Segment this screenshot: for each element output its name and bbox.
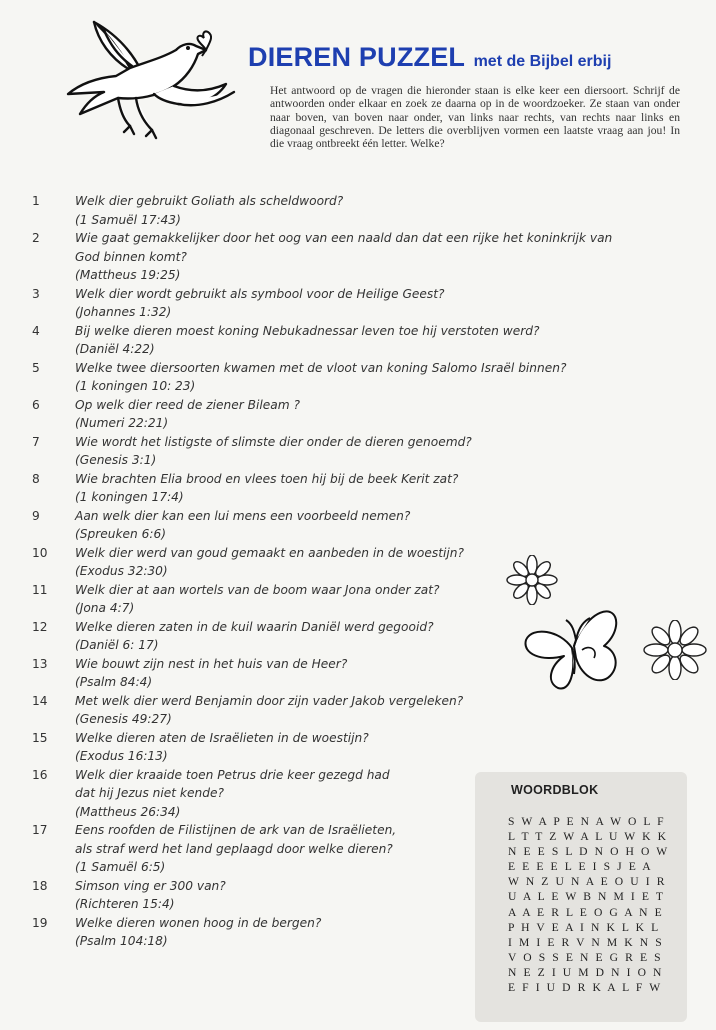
question-text: Welk dier gebruikt Goliath als scheldwoord? <box>75 194 344 208</box>
question-number: 11 <box>32 582 48 597</box>
question-text: Wie bouwt zijn nest in het huis van de Heer? <box>75 656 348 671</box>
question-reference: (Genesis 3:1) <box>75 453 157 467</box>
question-item <box>0 433 716 470</box>
page-title <box>248 42 611 73</box>
question-item <box>0 507 716 544</box>
woordblok-row: S W A P E N A W O L F <box>508 815 666 828</box>
woordblok-row: A A E R L E O G A N E <box>508 905 664 919</box>
intro-paragraph: Het antwoord op de vragen die hieronder staan is elke keer een diersoort. Schrijf de antwoorden onder elkaar en zoek ze daarna op in de woordzoeker. Ze staan van onder naar boven, van boven naar onder, van links naar rechts, van rechts naar links en diagonaal geschreven. De letters die overblijven vormen een laatste vraag aan jou! In die vraag ontbreekt één letter. Welke? <box>270 84 680 151</box>
question-number: 3 <box>32 286 40 301</box>
question-item <box>0 544 716 581</box>
question-number: 5 <box>32 360 40 375</box>
question-text: Welke dieren zaten in de kuil waarin Daniël werd gegooid? <box>75 619 434 634</box>
woordblok-row: N E Z I U M D N I O N <box>508 965 664 979</box>
question-text: Bij welke dieren moest koning Nebukadnessar leven toe hij verstoten werd? <box>75 323 540 338</box>
question-number: 7 <box>32 434 40 449</box>
question-text: Wie brachten Elia brood en vlees toen hij bij de beek Kerit zat? <box>75 471 459 486</box>
butterfly-icon <box>520 600 625 695</box>
question-item <box>0 285 716 322</box>
question-number: 1 <box>32 194 40 208</box>
woordblok-row: I M I E R V N M K N S <box>508 935 664 949</box>
question-text: Welk dier wordt gebruikt als symbool voor de Heilige Geest? <box>75 286 445 301</box>
question-reference: (Daniël 6: 17) <box>75 638 159 652</box>
question-reference: (Exodus 16:13) <box>75 749 168 763</box>
question-text: Wie wordt het listigste of slimste dier onder de dieren genoemd? <box>75 434 472 449</box>
question-reference: (Psalm 104:18) <box>75 934 168 948</box>
question-item <box>0 322 716 359</box>
question-reference: (Numeri 22:21) <box>75 416 169 430</box>
question-number: 13 <box>32 656 48 671</box>
flower-icon <box>642 620 708 680</box>
question-text: als straf werd het land geplaagd door welke dieren? <box>75 841 393 856</box>
woordblok-row: E F I U D R K A L F W <box>508 981 663 995</box>
question-number: 18 <box>32 878 48 893</box>
question-number: 10 <box>32 545 48 560</box>
question-reference: (Richteren 15:4) <box>75 897 175 911</box>
question-text: Met welk dier werd Benjamin door zijn vader Jakob vergeleken? <box>75 693 464 708</box>
woordblok-row: N E E S L D N O H O W <box>508 845 670 859</box>
question-number: 17 <box>32 823 48 837</box>
woordblok-panel <box>475 772 687 1022</box>
woordblok-grid <box>508 814 669 995</box>
question-reference: (Psalm 84:4) <box>75 675 153 689</box>
woordblok-title: WOORDBLOK <box>511 783 599 797</box>
question-text: Welk dier kraaide toen Petrus drie keer gezegd had <box>75 767 390 782</box>
question-number: 9 <box>32 508 40 523</box>
question-number: 19 <box>32 915 48 930</box>
dove-illustration <box>58 10 248 150</box>
question-text: dat hij Jezus niet kende? <box>75 786 224 800</box>
woordblok-row: W N Z U N A E O U I R <box>508 875 667 889</box>
question-reference: (Exodus 32:30) <box>75 564 168 578</box>
question-reference: (Johannes 1:32) <box>75 305 172 319</box>
woordblok-row: E E E E L E I S J E A <box>508 860 653 874</box>
woordblok-row: L T T Z W A L U W K K <box>508 830 669 844</box>
question-number: 6 <box>32 397 40 412</box>
question-number: 8 <box>32 471 40 486</box>
question-item <box>0 192 716 229</box>
question-text: Eens roofden de Filistijnen de ark van de Israëlieten, <box>75 823 397 837</box>
question-text: Welke twee diersoorten kwamen met de vloot van koning Salomo Israël binnen? <box>75 360 567 375</box>
question-number: 14 <box>32 693 48 708</box>
question-reference: (Mattheus 26:34) <box>75 804 181 819</box>
question-reference: (Genesis 49:27) <box>75 712 172 726</box>
question-number: 16 <box>32 767 48 782</box>
question-reference: (1 Samuël 6:5) <box>75 860 166 874</box>
question-item <box>0 692 716 729</box>
flower-icon <box>505 555 559 605</box>
question-number: 4 <box>32 323 40 338</box>
question-text: Welke dieren wonen hoog in de bergen? <box>75 915 322 930</box>
question-reference: (1 koningen 17:4) <box>75 490 184 504</box>
question-number: 12 <box>32 619 48 634</box>
question-item <box>0 396 716 433</box>
woordblok-row: P H V E A I N K L K L <box>508 920 661 934</box>
question-reference: (Spreuken 6:6) <box>75 527 166 541</box>
question-reference: (1 Samuël 17:43) <box>75 212 181 227</box>
question-text: Op welk dier reed de ziener Bileam ? <box>75 397 300 412</box>
question-item <box>0 359 716 396</box>
question-text: Welke dieren aten de Israëlieten in de woestijn? <box>75 730 369 745</box>
woordblok-row: U A L E W B N M I E T <box>508 890 666 904</box>
question-reference: (Mattheus 19:25) <box>75 268 181 282</box>
question-text: Welk dier at aan wortels van de boom waar Jona onder zat? <box>75 582 440 597</box>
question-text: Simson ving er 300 van? <box>75 878 226 893</box>
question-reference: (Daniël 4:22) <box>75 342 155 356</box>
question-reference: (Jona 4:7) <box>75 601 135 615</box>
question-text: Aan welk dier kan een lui mens een voorbeeld nemen? <box>75 508 411 523</box>
question-number: 2 <box>32 231 40 245</box>
question-item <box>0 729 716 766</box>
question-text: Wie gaat gemakkelijker door het oog van een naald dan dat een rijke het koninkrijk van <box>75 231 613 245</box>
question-item <box>0 229 716 285</box>
question-number: 15 <box>32 730 48 745</box>
question-text: God binnen komt? <box>75 249 187 264</box>
woordblok-row: V O S S E N E G R E S <box>508 950 663 964</box>
question-reference: (1 koningen 10: 23) <box>75 379 196 393</box>
title-subtitle: met de Bijbel erbij <box>473 53 612 70</box>
question-text: Welk dier werd van goud gemaakt en aanbeden in de woestijn? <box>75 545 464 560</box>
question-item <box>0 470 716 507</box>
title-main: DIEREN PUZZEL <box>248 42 466 72</box>
